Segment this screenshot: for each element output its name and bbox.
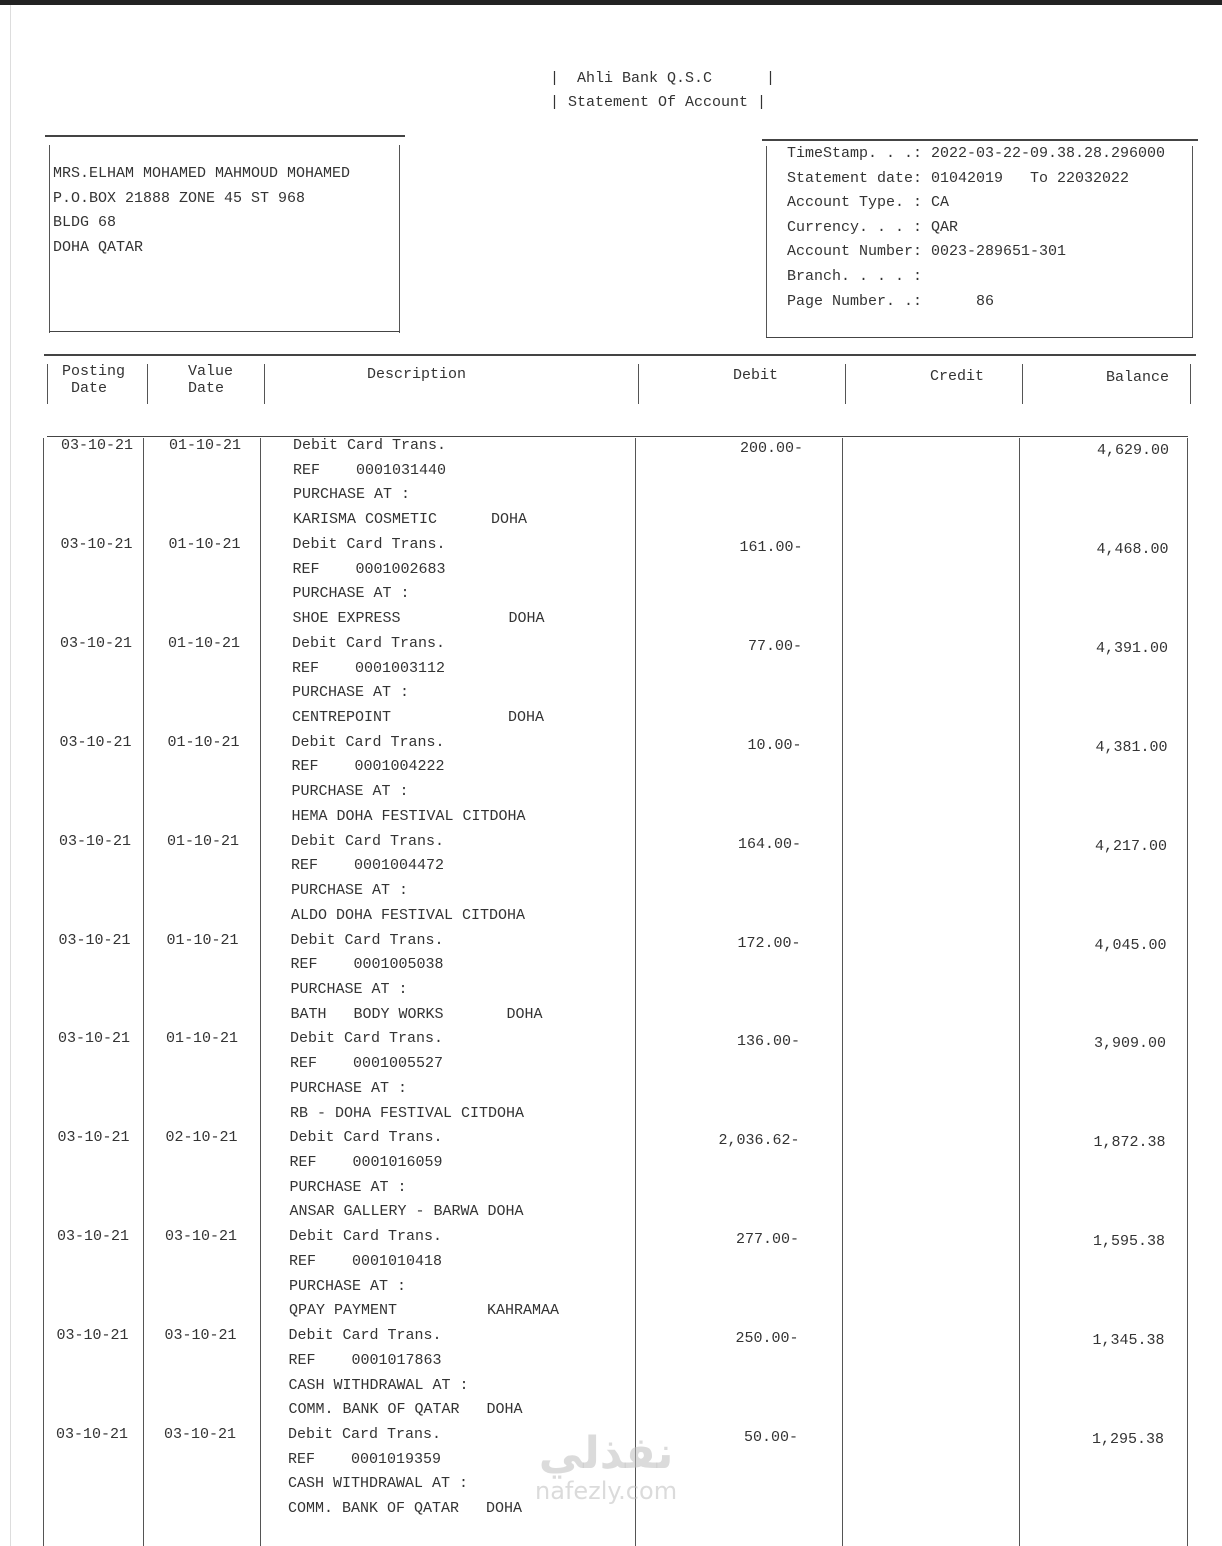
description-line: REF 0001004222 [291,758,445,776]
description-line: REF 0001005527 [290,1055,444,1073]
description-line: CASH WITHDRAWAL AT : [288,1376,469,1394]
debit-amount: 2,036.62- [718,1132,800,1150]
description-line: KARISMA COSMETIC DOHA [293,511,528,529]
column-divider [264,364,265,404]
description-line: PURCHASE AT : [289,1277,407,1295]
divider [766,337,1193,338]
description-line: PURCHASE AT : [292,684,410,702]
description-line: PURCHASE AT : [290,1079,408,1097]
posting-date: 03-10-21 [59,832,132,850]
description-line: REF 0001016059 [289,1154,443,1171]
balance-amount: 4,045.00 [1094,936,1167,954]
debit-amount: 10.00- [747,736,802,754]
address-line: MRS.ELHAM MOHAMED MAHMOUD MOHAMED [53,165,351,182]
divider [399,145,400,333]
column-divider [47,364,48,404]
statement-title-line: | Statement Of Account | [550,94,767,111]
posting-date: 03-10-21 [58,1030,131,1048]
posting-date: 03-10-21 [57,1129,130,1147]
description-line: REF 0001017863 [288,1351,442,1369]
description-line: REF 0001031440 [293,461,447,479]
description-line: Debit Card Trans. [290,931,444,949]
description-line: PURCHASE AT : [289,1178,407,1196]
description-line: REF 0001002683 [292,560,446,578]
col-description: Description [367,366,467,383]
debit-amount: 50.00- [743,1429,798,1446]
debit-amount: 200.00- [739,440,803,457]
value-date: 01-10-21 [166,931,239,949]
description-line: COMM. BANK OF QATAR DOHA [288,1500,523,1518]
balance-amount: 3,909.00 [1093,1035,1166,1053]
debit-amount: 172.00- [737,934,801,952]
description-line: REF 0001005038 [290,956,444,974]
column-divider [147,364,148,404]
description-line: QPAY PAYMENT KAHRAMAA [289,1302,560,1320]
column-divider [842,438,843,1546]
description-line: Debit Card Trans. [289,1129,443,1147]
description-line: ALDO DOHA FESTIVAL CITDOHA [291,906,526,924]
description-line: CENTREPOINT DOHA [292,708,545,726]
table-top-border [44,354,1196,356]
statement-title: Statement Of Account [568,94,749,111]
description-line: PURCHASE AT : [290,980,408,998]
balance-amount: 4,468.00 [1096,540,1169,558]
description-line: Debit Card Trans. [291,733,445,751]
column-divider [260,438,261,1546]
balance-amount: 1,295.38 [1091,1431,1164,1448]
column-divider [1022,364,1023,404]
divider [45,135,405,137]
description-line: PURCHASE AT : [291,882,409,899]
posting-date: 03-10-21 [60,535,133,553]
debit-amount: 136.00- [736,1033,800,1051]
divider [49,145,50,333]
description-line: Debit Card Trans. [293,437,447,454]
debit-amount: 277.00- [735,1231,799,1249]
description-line: Debit Card Trans. [290,1030,444,1048]
value-date: 01-10-21 [167,832,240,850]
account-info-line: TimeStamp. . .: 2022-03-22-09.38.28.296000 [787,145,1166,162]
balance-amount: 4,381.00 [1095,738,1168,756]
description-line: RB - DOHA FESTIVAL CITDOHA [290,1104,525,1122]
description-line: Debit Card Trans. [291,832,445,850]
value-date: 01-10-21 [166,1030,239,1048]
description-line: PURCHASE AT : [291,783,409,801]
value-date: 03-10-21 [165,1228,238,1246]
posting-date: 03-10-21 [57,1228,130,1246]
divider [1192,146,1193,338]
description-line: REF 0001019359 [288,1450,442,1468]
account-info-line: Page Number. .: 86 [787,292,995,310]
column-divider [1190,364,1191,404]
bank-name-line: | Ahli Bank Q.S.C | [550,70,776,87]
account-info-line: Account Type. : CA [787,194,950,212]
page-edge [10,5,11,1546]
value-date: 01-10-21 [168,535,241,553]
balance-amount: 1,872.38 [1093,1134,1166,1152]
column-divider [1187,438,1188,1546]
column-divider [845,364,846,404]
divider [762,139,1198,141]
description-line: REF 0001003112 [292,659,446,677]
description-line: PURCHASE AT : [293,486,411,504]
value-date: 01-10-21 [168,634,241,652]
column-divider [143,438,144,1546]
description-line: COMM. BANK OF QATAR DOHA [288,1401,523,1419]
divider [766,146,767,338]
column-divider [1019,438,1020,1546]
description-line: Debit Card Trans. [288,1327,442,1345]
value-date: 01-10-21 [167,733,240,751]
description-line: Debit Card Trans. [292,634,446,652]
description-line: Debit Card Trans. [289,1228,443,1246]
account-info-line: Currency. . . : QAR [787,218,959,236]
bank-name: Ahli Bank Q.S.C [577,70,713,87]
debit-amount: 161.00- [739,538,803,556]
address-line: P.O.BOX 21888 ZONE 45 ST 968 [53,189,306,207]
description-line: ANSAR GALLERY - BARWA DOHA [289,1203,524,1221]
balance-amount: 1,595.38 [1092,1233,1165,1251]
col-balance: Balance [1106,369,1170,386]
col-credit: Credit [930,368,985,385]
description-line: CASH WITHDRAWAL AT : [288,1475,469,1493]
description-line: REF 0001004472 [291,857,445,875]
debit-amount: 250.00- [735,1330,799,1348]
divider [49,331,400,332]
description-line: BATH BODY WORKS DOHA [290,1005,543,1023]
value-date: 03-10-21 [164,1426,237,1443]
column-divider [43,438,44,1546]
top-border [0,0,1222,5]
value-date: 02-10-21 [165,1129,238,1147]
address-line: DOHA QATAR [53,238,144,256]
col-debit: Debit [733,367,779,384]
column-divider [635,438,636,1546]
account-info-line: Account Number: 0023-289651-301 [787,243,1067,261]
description-line: HEMA DOHA FESTIVAL CITDOHA [291,807,526,825]
value-date: 03-10-21 [164,1327,237,1345]
balance-amount: 4,217.00 [1094,837,1167,855]
posting-date: 03-10-21 [56,1327,129,1345]
account-info-line: Statement date: 01042019 To 22032022 [787,169,1130,187]
watermark: نفذلي nafezly.com [535,1428,678,1505]
balance-amount: 1,345.38 [1092,1332,1165,1350]
posting-date: 03-10-21 [58,931,131,949]
balance-amount: 4,629.00 [1096,442,1169,459]
debit-amount: 164.00- [737,835,801,853]
col-posting-date: Posting Date [62,363,126,397]
posting-date: 03-10-21 [61,437,134,454]
description-line: Debit Card Trans. [288,1426,442,1443]
posting-date: 03-10-21 [60,634,133,652]
description-line: REF 0001010418 [289,1252,443,1270]
account-info-line: Branch. . . . : [787,268,923,285]
debit-amount: 77.00- [747,637,802,655]
value-date: 01-10-21 [169,437,242,454]
description-line: SHOE EXPRESS DOHA [292,610,545,627]
posting-date: 03-10-21 [56,1426,129,1443]
balance-amount: 4,391.00 [1095,639,1168,657]
description-line: Debit Card Trans. [292,535,446,553]
description-line: PURCHASE AT : [292,585,410,603]
posting-date: 03-10-21 [59,733,132,751]
col-value-date: Value Date [188,363,234,397]
address-line: BLDG 68 [53,214,117,231]
column-divider [638,364,639,404]
